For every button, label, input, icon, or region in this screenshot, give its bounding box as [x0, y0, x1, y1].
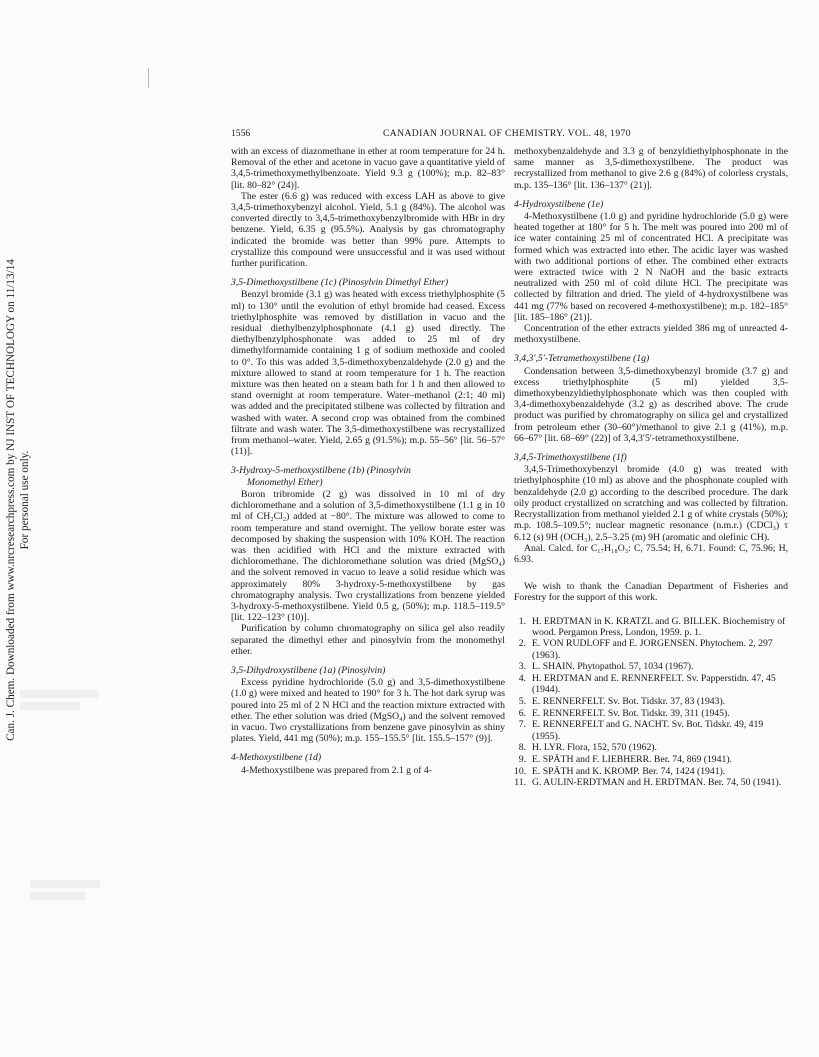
reference-text: E. RENNERFELT. Sv. Bot. Tidskr. 39, 311 (1945). [532, 707, 730, 719]
faint-show-through [30, 880, 100, 888]
reference-item [514, 616, 788, 638]
reference-list [514, 616, 788, 789]
reference-item [514, 673, 788, 695]
reference-text: E. RENNERFELT and G. NACHT. Sv. Bot. Tidskr. 49, 419 (1955). [532, 719, 764, 742]
reference-text: E. RENNERFELT. Sv. Bot. Tidskr. 37, 83 (1943). [532, 695, 726, 707]
paragraph: 4-Methoxystilbene (1.0 g) and pyridine hydrochloride (5.0 g) were heated together at 180° for 5 h. The melt was poured into 200 ml of ice water containing 25 ml of concentrated HCl. A precipitate was formed which was extracted into ether. The acidic layer was washed with two additional portions of ether. The combined ether extracts were extracted twice with 2 N NaOH and the basic extracts neutralized with 250 ml of cold dilute HCl. The precipitate was collected by filtration and dried. The yield of 4-hydroxystilbene was 441 mg (77% based on recovered 4-methoxystilbene); m.p. 182–185° [lit. 185–186° (21)]. [514, 211, 788, 323]
reference-item [514, 742, 788, 753]
section-heading: 3,5-Dimethoxystilbene (1c) (Pinosylvin Dimethyl Ether) [231, 277, 449, 289]
reference-number: 5. [518, 695, 526, 707]
acknowledgement: We wish to thank the Canadian Department of Fisheries and Forestry for the support of this work. [514, 581, 788, 604]
reference-number: 7. [518, 719, 526, 731]
section-heading [231, 465, 505, 487]
paragraph: 3,4,5-Trimethoxybenzyl bromide (4.0 g) was treated with triethylphosphite (10 ml) as above and the phosphonate coupled with benzaldehyde (2.0 g) according to the described procedure. The dark oily product crystallized on scratching and was collected by filtration. Recrystallization from methanol yielded 2.1 g of white crystals (50%); m.p. 108.5–109.5°; nuclear magnetic resonance (n.m.r.) (CDCl₃) τ 6.12 (s) 9H (OCH₃), 2.5–3.25 (m) 9H (aromatic and olefinic CH). [514, 464, 788, 543]
section-heading: 3,4,3′,5′-Tetramethoxystilbene (1g) [514, 353, 650, 365]
section-heading-line: 3-Hydroxy-5-methoxystilbene (1b) (Pinosylvin [231, 465, 411, 477]
download-notice-line: For personal use only. [19, 450, 31, 550]
section-heading-line: Monomethyl Ether) [247, 476, 323, 488]
reference-number: 3. [518, 661, 526, 673]
paragraph: Purification by column chromatography on silica gel also readily separated the dimethyl ether and pinosylvin from the monomethyl ether. [231, 623, 505, 657]
reference-text: E. SPÄTH and K. KROMP. Ber. 74, 1424 (1941). [532, 765, 726, 777]
reference-text: G. AULIN-ERDTMAN and H. ERDTMAN. Ber. 74, 50 (1941). [532, 777, 782, 789]
download-notice [4, 240, 34, 760]
reference-text: L. SHAIN. Phytopathol. 57, 1034 (1967). [532, 661, 694, 673]
reference-item [514, 708, 788, 719]
reference-number: 8. [518, 742, 526, 754]
section-heading: 3,4,5-Trimethoxystilbene (1f) [514, 452, 627, 464]
paragraph: The ester (6.6 g) was reduced with excess LAH as above to give 3,4,5-trimethoxybenzyl alcohol. Yield, 5.1 g (84%). The alcohol was converted directly to 3,4,5-trimethoxybenzylbromide with HBr in dry benzene. Yield, 6.35 g (95.5%). Analysis by gas chromatography indicated the bromide was better than 99% pure. Attempts to crystallize this compound were unsuccessful and it was used without further purification. [231, 190, 505, 270]
section-heading: 3,5-Dihydroxystilbene (1a) (Pinosylvin) [231, 664, 386, 676]
reference-number: 6. [518, 707, 526, 719]
section-heading: 4-Hydroxystilbene (1e) [514, 198, 604, 210]
reference-text: E. VON RUDLOFF and E. JORGENSEN. Phytochem. 2, 297 (1963). [532, 638, 773, 661]
paragraph: methoxybenzaldehyde and 3.3 g of benzyldiethylphosphonate in the same manner as 3,5-dimethoxystilbene. The product was recrystallized from methanol to give 2.6 g (84%) of colorless crystals, m.p. 135–136° [lit. 136–137° (21)]. [514, 146, 788, 191]
reference-number: 4. [518, 673, 526, 685]
reference-item [514, 777, 788, 788]
faint-show-through [30, 892, 85, 900]
paragraph: Condensation between 3,5-dimethoxybenzyl bromide (3.7 g) and excess triethylphosphite (5 ml) yielded 3,5-dimethoxybenzyldiethylphosphonate which was then coupled with 3,4-dimethoxybenzaldehyde (3.2 g) as described above. The crude product was purified by chromatography on silica gel and crystallized from petroleum ether (30–60°)/methanol to give 2.1 g (41%), m.p. 66–67° [lit. 68–69° (22)] of 3,4,3′5′-tetramethoxystilbene. [514, 365, 788, 444]
reference-number: 1. [518, 615, 526, 627]
reference-number: 2. [518, 638, 526, 650]
download-notice-line: Can. J. Chem. Downloaded from www.nrcresearchpress.com by NJ INST OF TECHNOLOGY on 11/13/14 [5, 259, 17, 741]
reference-number: 11. [514, 777, 526, 789]
paragraph: Benzyl bromide (3.1 g) was heated with excess triethylphosphite (5 ml) to 130° until the evolution of ethyl bromide had ceased. Excess triethylphosphite was removed by distillation in vacuo and the residual diethylbenzylphosphonate (4.1 g) used directly. The diethylbenzylphosphonate was added to 25 ml of dry dimethylformamide containing 1 g of sodium methoxide and cooled to 0°. To this was added 3,5-dimethoxybenzaldehyde (2.0 g) and the mixture allowed to stand at room temperature for 1 h. The reaction mixture was then heated on a steam bath for 1 h and then allowed to stand overnight at room temperature. Water–methanol (2:1; 40 ml) was added and the precipitated stilbene was collected by filtration and washed with water. A second crop was obtained from the combined filtrate and wash water. The 3,5-dimethoxystilbene was recrystallized from methanol–water. Yield, 2.65 g (91.5%); m.p. 55–56° [lit. 56–57° (11)]. [231, 289, 505, 458]
paragraph: Concentration of the ether extracts yielded 386 mg of unreacted 4-methoxystilbene. [514, 323, 788, 346]
reference-item [514, 754, 788, 765]
paragraph: 4-Methoxystilbene was prepared from 2.1 g of 4- [241, 764, 433, 776]
left-column [231, 146, 505, 776]
reference-text: E. SPÄTH and F. LIEBHERR. Ber. 74, 869 (1941). [532, 753, 732, 765]
paragraph: with an excess of diazomethane in ether at room temperature for 24 h. Removal of the ether and acetone in vacuo gave a quantitative yield of 3,4,5-trimethoxymethylbenzoate. Yield 9.3 g (100%); m.p. 82–83° [lit. 80–82° (24)]. [231, 146, 505, 191]
reference-item [514, 766, 788, 777]
right-column [514, 146, 788, 789]
reference-item [514, 638, 788, 660]
reference-item [514, 719, 788, 741]
reference-text: H. ERDTMAN in K. KRATZL and G. BILLEK. Biochemistry of wood. Pergamon Press, London, 1959. p. 1. [532, 615, 786, 638]
reference-number: 9. [518, 753, 526, 765]
reference-text: H. ERDTMAN and E. RENNERFELT. Sv. Papperstidn. 47, 45 (1944). [532, 673, 776, 696]
journal-title: CANADIAN JOURNAL OF CHEMISTRY. VOL. 48, 1970 [383, 128, 631, 139]
reference-item [514, 696, 788, 707]
section-heading: 4-Methoxystilbene (1d) [231, 752, 322, 764]
paragraph: Excess pyridine hydrochloride (5.0 g) and 3,5-dimethoxystilbene (1.0 g) were mixed and heated to 190° for 3 h. The hot dark syrup was poured into 25 ml of 2 N HCl and the reaction mixture extracted with ether. The ether solution was dried (MgSO₄) and the solvent removed in vacuo. Two crystallizations from benzene gave pinosylvin as shiny plates. Yield, 441 mg (50%); m.p. 155–155.5° [lit. 155.5–157° (9)]. [231, 677, 505, 745]
reference-item [514, 661, 788, 672]
paragraph: Boron tribromide (2 g) was dissolved in 10 ml of dry dichloromethane and a solution of 3,5-dimethoxystilbene (1.1 g in 10 ml of CH₂Cl₂) added at −80°. The mixture was allowed to come to room temperature and stand overnight. The yellow borate ester was decomposed by shaking the suspension with 10% KOH. The reaction was then acidified with HCl and the mixture extracted with dichloromethane. The dichloromethane solution was dried (MgSO₄) and the solvent removed in vacuo to leave a solid residue which was approximately 80% 3-hydroxy-5-methoxystilbene by gas chromatography analysis. Two crystallizations from benzene yielded 3-hydroxy-5-methoxystilbene. Yield 0.5 g, (50%); m.p. 118.5–119.5° [lit. 122–123° (10)]. [231, 488, 505, 624]
paragraph: Anal. Calcd. for C₁₇H₁₈O₃: C, 75.54; H, 6.71. Found: C, 75.96; H, 6.93. [514, 542, 788, 565]
reference-text: H. LYR. Flora, 152, 570 (1962). [532, 742, 657, 754]
margin-mark [148, 68, 149, 88]
reference-number: 10. [514, 765, 527, 777]
page-number: 1556 [231, 128, 251, 139]
